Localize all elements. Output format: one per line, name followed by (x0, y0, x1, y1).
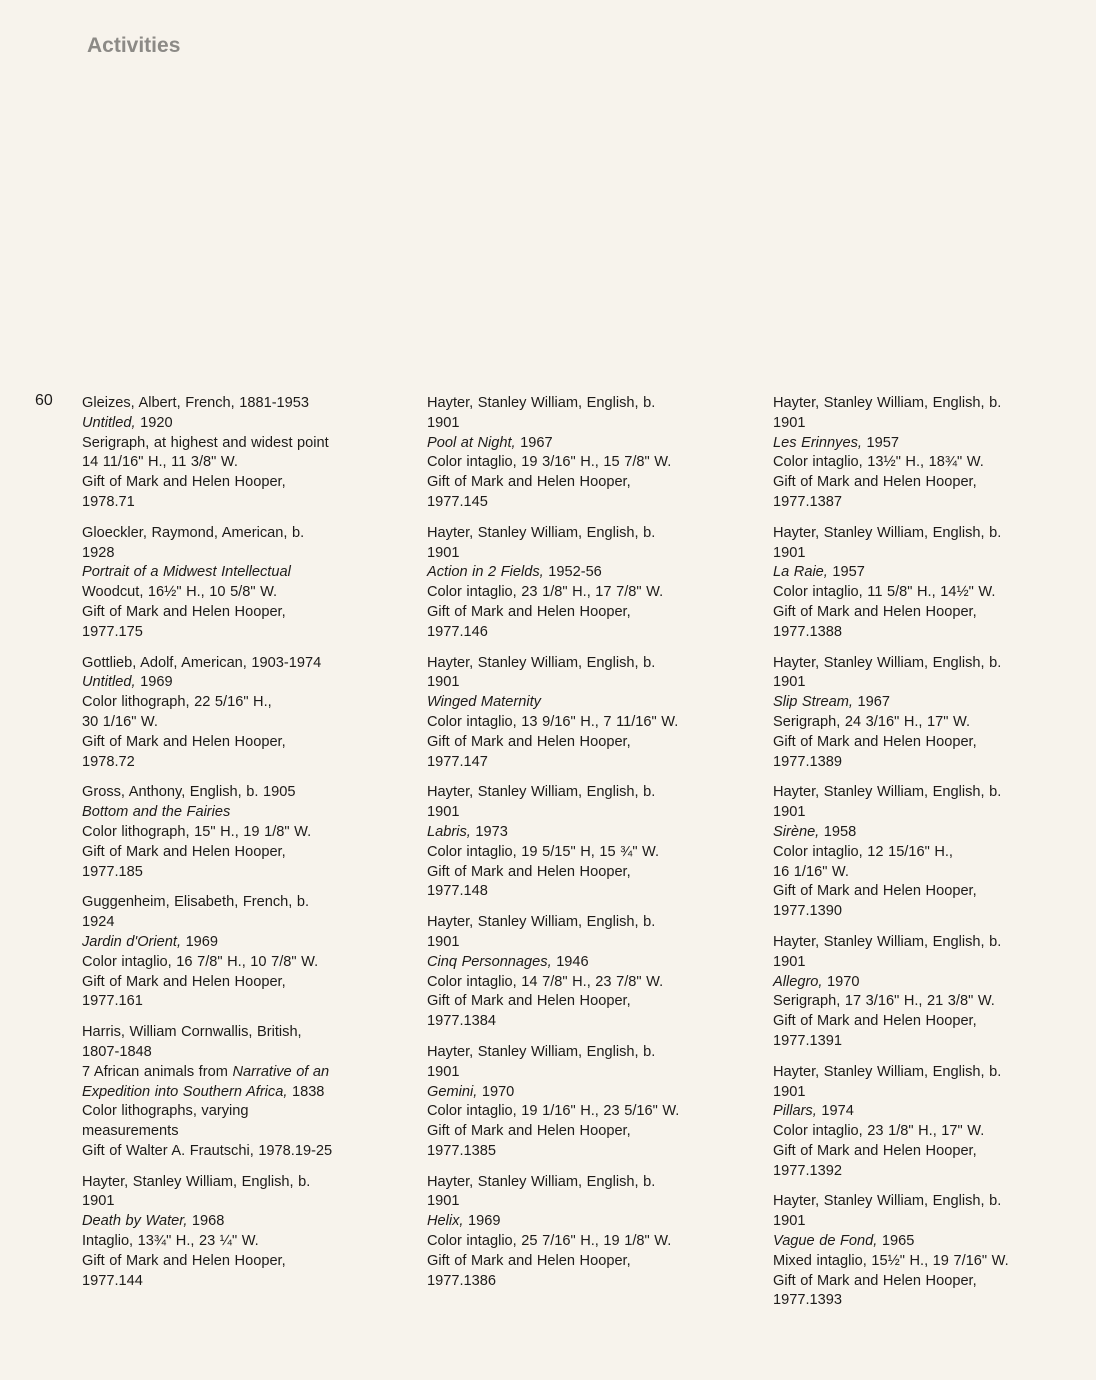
medium-line: Color intaglio, 12 15/16" H., (773, 843, 953, 860)
artist-line: 1901 (427, 804, 460, 821)
artwork-title: Death by Water, (82, 1213, 188, 1230)
credit-line: 1977.1389 (773, 753, 842, 770)
artist-line: Guggenheim, Elisabeth, French, b. (82, 894, 310, 911)
catalog-entry (427, 1043, 747, 1162)
artwork-title: Pillars, (773, 1103, 817, 1120)
credit-line: 1977.144 (82, 1272, 143, 1289)
medium-line: Color intaglio, 13½" H., 18¾" W. (773, 454, 984, 471)
medium-line: Color intaglio, 19 3/16" H., 15 7/8" W. (427, 454, 672, 471)
artist-line: 1901 (427, 674, 460, 691)
artwork-date: 1957 (861, 434, 899, 451)
title-line (427, 434, 747, 454)
artwork-date: 1974 (816, 1103, 854, 1120)
credit-line: 1977.1387 (773, 493, 842, 510)
artist-line: Hayter, Stanley William, English, b. (773, 395, 1002, 411)
catalog-entry (427, 913, 747, 1032)
artwork-date: 1968 (187, 1213, 225, 1230)
artist-line: 1901 (82, 1193, 115, 1210)
title-line (427, 1212, 747, 1232)
artwork-date: 1838 (287, 1083, 325, 1100)
title-line (82, 1212, 402, 1232)
artwork-title: Narrative of an (232, 1063, 330, 1080)
artwork-title: Jardin d'Orient, (82, 933, 182, 950)
catalog-column-2 (427, 394, 747, 1302)
catalog-entry (427, 394, 747, 513)
medium-line: Color intaglio, 23 1/8" H., 17" W. (773, 1123, 985, 1140)
credit-line: Gift of Mark and Helen Hooper, (427, 603, 631, 620)
medium-line: 16 1/16" W. (773, 863, 849, 880)
credit-line: 1977.1391 (773, 1032, 842, 1049)
artwork-title: Action in 2 Fields, (427, 564, 544, 581)
credit-line: Gift of Mark and Helen Hooper, (427, 474, 631, 491)
artist-line: Hayter, Stanley William, English, b. (773, 933, 1002, 950)
title-line (427, 1083, 747, 1103)
medium-line: Serigraph, 17 3/16" H., 21 3/8" W. (773, 993, 995, 1010)
title-line (82, 803, 402, 823)
medium-line: Color intaglio, 13 9/16" H., 7 11/16" W. (427, 713, 679, 730)
medium-line: Color intaglio, 19 5/15" H, 15 ¾" W. (427, 843, 660, 860)
catalog-entry (773, 783, 1093, 922)
artwork-date: 1970 (477, 1083, 515, 1100)
catalog-entry (427, 1173, 747, 1292)
artist-line: 1928 (82, 544, 115, 561)
credit-line: Gift of Mark and Helen Hooper, (427, 733, 631, 750)
catalog-column-1 (82, 394, 402, 1302)
medium-line: Serigraph, at highest and widest point (82, 434, 329, 451)
artwork-date: 1973 (470, 823, 508, 840)
artist-line: 1901 (427, 414, 460, 431)
medium-line: Color intaglio, 25 7/16" H., 19 1/8" W. (427, 1233, 672, 1250)
catalog-entry (82, 654, 402, 773)
catalog-entry (773, 1063, 1093, 1182)
artist-line: 1901 (427, 933, 460, 950)
credit-line: 1978.72 (82, 753, 135, 770)
artist-line: 1924 (82, 914, 115, 931)
credit-line: 1977.1388 (773, 623, 842, 640)
artist-line: Hayter, Stanley William, English, b. (773, 654, 1002, 671)
artwork-date: 1965 (877, 1233, 915, 1250)
artist-line: Hayter, Stanley William, English, b. (773, 1193, 1002, 1210)
artwork-date: 1920 (135, 414, 173, 431)
title-line (773, 563, 1093, 583)
artist-line: Gottlieb, Adolf, American, 1903-1974 (82, 654, 322, 671)
catalog-entry (82, 783, 402, 882)
page-number: 60 (35, 392, 53, 409)
credit-line: 1977.1386 (427, 1272, 496, 1289)
title-line (427, 693, 747, 713)
artist-line: Hayter, Stanley William, English, b. (82, 1173, 311, 1190)
medium-line: Color lithograph, 15" H., 19 1/8" W. (82, 823, 312, 840)
title-line (773, 693, 1093, 713)
title-line (82, 563, 402, 583)
artwork-date: 1958 (819, 823, 857, 840)
credit-line: Gift of Mark and Helen Hooper, (82, 1252, 286, 1269)
credit-line: Gift of Walter A. Frautschi, 1978.19-25 (82, 1142, 333, 1159)
page-header: Activities (87, 34, 181, 57)
medium-line: Color intaglio, 16 7/8" H., 10 7/8" W. (82, 953, 319, 970)
catalog-entry (773, 394, 1093, 513)
catalog-entry (773, 654, 1093, 773)
artwork-title: Winged Maternity (427, 694, 541, 711)
artist-line: 1901 (427, 544, 460, 561)
catalog-entry (82, 394, 402, 513)
artist-line: Hayter, Stanley William, English, b. (427, 1173, 656, 1190)
artwork-title: Labris, (427, 823, 471, 840)
catalog-entry (773, 524, 1093, 643)
catalog-entry (82, 524, 402, 643)
artwork-date: 1969 (463, 1213, 501, 1230)
artwork-date: 1967 (515, 434, 553, 451)
artist-line: Hayter, Stanley William, English, b. (427, 395, 656, 411)
medium-line: Color intaglio, 14 7/8" H., 23 7/8" W. (427, 973, 664, 990)
artwork-title: Slip Stream, (773, 694, 853, 711)
medium-line: Woodcut, 16½" H., 10 5/8" W. (82, 584, 278, 601)
title-line (773, 823, 1093, 843)
artwork-title: Gemini, (427, 1083, 478, 1100)
artist-line: 1901 (773, 544, 806, 561)
artwork-title: La Raie, (773, 564, 828, 581)
artist-line: Hayter, Stanley William, English, b. (773, 524, 1002, 541)
artwork-date: 1969 (135, 674, 173, 691)
medium-line: Color intaglio, 23 1/8" H., 17 7/8" W. (427, 584, 664, 601)
medium-line: Color intaglio, 19 1/16" H., 23 5/16" W. (427, 1103, 680, 1120)
title-line (773, 1102, 1093, 1122)
credit-line: Gift of Mark and Helen Hooper, (773, 733, 977, 750)
credit-line: 1977.1392 (773, 1162, 842, 1179)
artist-line: 1901 (773, 1083, 806, 1100)
artist-line: Gloeckler, Raymond, American, b. (82, 524, 305, 541)
artwork-date: 1969 (181, 933, 219, 950)
title-line (773, 973, 1093, 993)
artwork-title: Portrait of a Midwest Intellectual (82, 564, 291, 581)
medium-line: 30 1/16" W. (82, 713, 158, 730)
artist-line: Hayter, Stanley William, English, b. (427, 524, 656, 541)
artwork-title: Cinq Personnages, (427, 953, 552, 970)
title-line (82, 1083, 402, 1103)
credit-line: Gift of Mark and Helen Hooper, (773, 603, 977, 620)
credit-line: Gift of Mark and Helen Hooper, (427, 863, 631, 880)
catalog-entry (82, 1173, 402, 1292)
medium-line: Color lithograph, 22 5/16" H., (82, 694, 272, 711)
credit-line: 1977.175 (82, 623, 143, 640)
credit-line: Gift of Mark and Helen Hooper, (82, 973, 286, 990)
catalog-entry (427, 783, 747, 902)
medium-line: Color intaglio, 11 5/8" H., 14½" W. (773, 584, 996, 601)
credit-line: Gift of Mark and Helen Hooper, (427, 1123, 631, 1140)
artwork-title: Les Erinnyes, (773, 434, 862, 451)
catalog-entry (427, 524, 747, 643)
artist-line: Hayter, Stanley William, English, b. (427, 784, 656, 801)
artwork-title: Sirène, (773, 823, 820, 840)
credit-line: Gift of Mark and Helen Hooper, (773, 1013, 977, 1030)
title-line (773, 1232, 1093, 1252)
artist-line: Hayter, Stanley William, English, b. (773, 784, 1002, 801)
credit-line: Gift of Mark and Helen Hooper, (82, 733, 286, 750)
artist-line: 1807-1848 (82, 1043, 152, 1060)
catalog-entry (773, 933, 1093, 1052)
credit-line: Gift of Mark and Helen Hooper, (773, 1142, 977, 1159)
medium-line: measurements (82, 1123, 179, 1140)
credit-line: 1977.1384 (427, 1013, 496, 1030)
title-line (773, 434, 1093, 454)
credit-line: 1977.147 (427, 753, 488, 770)
title-line (427, 563, 747, 583)
artwork-title: Untitled, (82, 674, 136, 691)
credit-line: 1978.71 (82, 493, 135, 510)
artwork-title: Pool at Night, (427, 434, 516, 451)
medium-line: Intaglio, 13¾" H., 23 ¼" W. (82, 1233, 259, 1250)
medium-line: Serigraph, 24 3/16" H., 17" W. (773, 713, 971, 730)
credit-line: Gift of Mark and Helen Hooper, (82, 843, 286, 860)
artist-line: 1901 (427, 1063, 460, 1080)
catalog-entry (82, 1023, 402, 1162)
artist-line: 1901 (773, 804, 806, 821)
title-line (427, 953, 747, 973)
credit-line: Gift of Mark and Helen Hooper, (773, 474, 977, 491)
artwork-title: Untitled, (82, 414, 136, 431)
artist-line: Hayter, Stanley William, English, b. (427, 914, 656, 931)
artist-line: 1901 (773, 414, 806, 431)
artwork-title: Helix, (427, 1213, 464, 1230)
credit-line: Gift of Mark and Helen Hooper, (82, 603, 286, 620)
artwork-date: 1957 (827, 564, 865, 581)
credit-line: Gift of Mark and Helen Hooper, (773, 883, 977, 900)
artist-line: Gleizes, Albert, French, 1881-1953 (82, 395, 310, 411)
medium-line: Mixed intaglio, 15½" H., 19 7/16" W. (773, 1252, 1009, 1269)
title-prefix: 7 African animals from (82, 1063, 233, 1080)
artwork-date: 1946 (551, 953, 589, 970)
artist-line: 1901 (773, 953, 806, 970)
artist-line: Harris, William Cornwallis, British, (82, 1024, 302, 1041)
credit-line: Gift of Mark and Helen Hooper, (82, 474, 286, 491)
catalog-entry (82, 893, 402, 1012)
credit-line: 1977.1393 (773, 1292, 842, 1309)
artist-line: Hayter, Stanley William, English, b. (427, 654, 656, 671)
catalog-entry (773, 1192, 1093, 1311)
artist-line: 1901 (427, 1193, 460, 1210)
credit-line: Gift of Mark and Helen Hooper, (427, 1252, 631, 1269)
title-line (82, 1063, 402, 1083)
artist-line: 1901 (773, 1213, 806, 1230)
credit-line: Gift of Mark and Helen Hooper, (427, 993, 631, 1010)
artwork-date: 1970 (822, 973, 860, 990)
title-line (82, 414, 402, 434)
artwork-title: Vague de Fond, (773, 1233, 878, 1250)
credit-line: 1977.1385 (427, 1142, 496, 1159)
credit-line: 1977.1390 (773, 903, 842, 920)
credit-line: 1977.145 (427, 493, 488, 510)
credit-line: 1977.185 (82, 863, 143, 880)
credit-line: 1977.161 (82, 993, 143, 1010)
artist-line: 1901 (773, 674, 806, 691)
artist-line: Hayter, Stanley William, English, b. (427, 1043, 656, 1060)
title-line (82, 933, 402, 953)
artist-line: Hayter, Stanley William, English, b. (773, 1063, 1002, 1080)
catalog-column-3 (773, 394, 1093, 1322)
catalog-entry (427, 654, 747, 773)
credit-line: Gift of Mark and Helen Hooper, (773, 1272, 977, 1289)
title-line (82, 673, 402, 693)
artwork-date: 1952-56 (543, 564, 602, 581)
credit-line: 1977.148 (427, 883, 488, 900)
artist-line: Gross, Anthony, English, b. 1905 (82, 784, 296, 801)
title-line (427, 823, 747, 843)
artwork-date: 1967 (852, 694, 891, 711)
artwork-title: Bottom and the Fairies (82, 804, 231, 821)
artwork-title: Allegro, (773, 973, 823, 990)
artwork-title: Expedition into Southern Africa, (82, 1083, 288, 1100)
credit-line: 1977.146 (427, 623, 488, 640)
medium-line: 14 11/16" H., 11 3/8" W. (82, 454, 238, 471)
medium-line: Color lithographs, varying (82, 1103, 249, 1120)
